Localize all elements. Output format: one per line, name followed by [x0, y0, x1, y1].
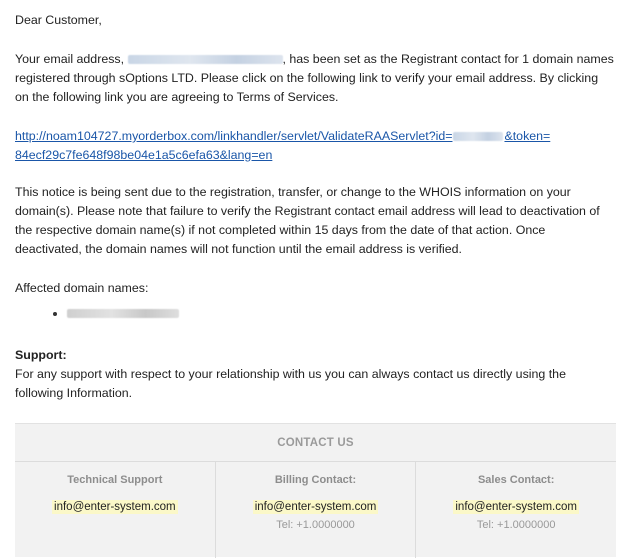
sales-contact-email[interactable]: info@enter-system.com — [455, 501, 577, 513]
affected-domain-item — [53, 309, 179, 318]
verification-link-part3[interactable]: 84ecf29c7fe648f98be04e1a5c6efa63&lang=en — [15, 148, 273, 162]
sales-contact-heading: Sales Contact: — [477, 474, 555, 486]
contact-columns — [15, 461, 616, 558]
support-heading: Support: — [15, 348, 67, 362]
contact-us-title: CONTACT US — [277, 437, 354, 449]
sales-contact-column — [415, 462, 616, 558]
intro-text-end: , has been set as the Registrant contact for 1 domain names registered through sOptions LTD. Please click on the following link to verify your email address. By clicking on the following link you are agreeing to Terms of Services. — [15, 52, 614, 104]
billing-contact-email[interactable]: info@enter-system.com — [254, 501, 377, 513]
billing-contact-tel: Tel: +1.0000000 — [276, 519, 355, 531]
bullet-icon — [53, 312, 57, 316]
verification-link-part1[interactable]: http://noam104727.myorderbox.com/linkhandler/servlet/ValidateRAAServlet?id= — [15, 129, 453, 143]
redacted-id — [453, 132, 503, 141]
redacted-email — [128, 55, 283, 64]
intro-paragraph — [15, 50, 615, 107]
greeting: Dear Customer, — [15, 13, 102, 27]
notice-paragraph: This notice is being sent due to the registration, transfer, or change to the WHOIS information on your domain(s). Please note that failure to verify the Registrant contact email address will lead to deactivation of the respective domain name(s) if not completed within 15 days from the date of that action. Once deactivated, the domain names will not function until the email address is verified. — [15, 185, 600, 256]
technical-support-email[interactable]: info@enter-system.com — [54, 501, 176, 513]
verification-link[interactable] — [15, 127, 615, 165]
redacted-domain — [67, 309, 179, 318]
technical-support-column — [15, 462, 215, 558]
sales-contact-tel: Tel: +1.0000000 — [476, 519, 556, 531]
verification-link-part2[interactable]: &token= — [504, 129, 551, 143]
technical-support-heading: Technical Support — [67, 474, 163, 486]
billing-contact-column — [215, 462, 416, 558]
intro-text-start: Your email address, — [15, 52, 128, 66]
affected-domains-label: Affected domain names: — [15, 281, 149, 295]
contact-us-section — [15, 423, 616, 557]
billing-contact-heading: Billing Contact: — [274, 474, 357, 486]
support-paragraph: For any support with respect to your relationship with us you can always contact us directly using the following Information. — [15, 367, 566, 400]
